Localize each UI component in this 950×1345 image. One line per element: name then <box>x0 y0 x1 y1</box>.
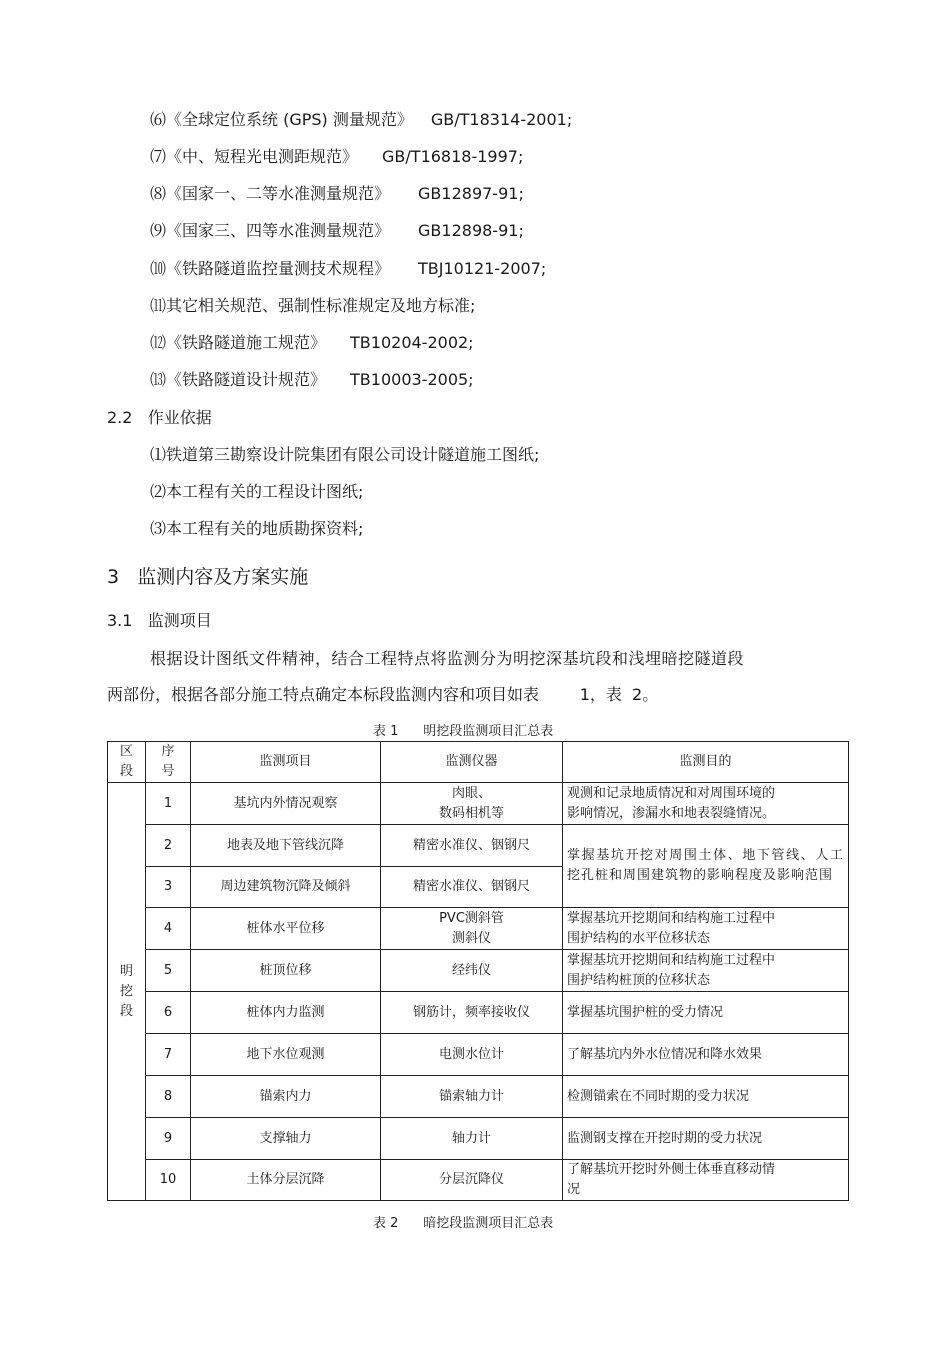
row-instrument: 精密水准仪、铟钢尺 <box>381 825 563 867</box>
row-purpose: 了解基坑内外水位情况和降水效果 <box>563 1034 849 1076</box>
row-instrument: PVC测斜管 测斜仪 <box>381 908 563 950</box>
row-number: 1 <box>146 783 191 825</box>
row-item: 基坑内外情况观察 <box>191 783 381 825</box>
standard-code: GB/T16818-1997; <box>382 147 524 166</box>
item-number: ⑺ <box>150 147 167 166</box>
standard-item <box>150 221 524 241</box>
standard-code: TB10204-2002; <box>350 333 474 352</box>
row-item: 桩体内力监测 <box>191 992 381 1034</box>
standard-code: TBJ10121-2007; <box>418 259 547 278</box>
item-number: ⒀ <box>150 370 167 389</box>
basis-item: ⑴铁道第三勘察设计院集团有限公司设计隧道施工图纸; <box>150 445 540 464</box>
standard-name: 《全球定位系统 (GPS) 测量规范》 <box>166 110 413 129</box>
standard-code: GB12898-91; <box>418 221 524 240</box>
standard-name: 《国家三、四等水准测量规范》 <box>166 221 391 240</box>
row-item: 地表及地下管线沉降 <box>191 825 381 867</box>
standard-item <box>150 110 572 130</box>
standard-name: 《铁路隧道设计规范》 <box>166 370 327 389</box>
row-purpose: 观测和记录地质情况和对周围环境的 影响情况，渗漏水和地表裂缝情况。 <box>563 783 849 825</box>
standard-name: 《铁路隧道施工规范》 <box>166 333 327 352</box>
row-item: 土体分层沉降 <box>191 1160 381 1201</box>
row-number: 3 <box>146 867 191 908</box>
item-number: ⑽ <box>150 259 167 278</box>
row-purpose: 了解基坑开挖时外侧土体垂直移动情 况 <box>563 1160 849 1201</box>
row-purpose: 掌握基坑开挖期间和结构施工过程中 围护结构的水平位移状态 <box>563 908 849 950</box>
row-purpose: 掌握基坑围护桩的受力情况 <box>563 992 849 1034</box>
table-row <box>108 1118 849 1160</box>
table-row <box>108 908 849 950</box>
section-heading-3: 3 监测内容及方案实施 <box>107 566 309 588</box>
paragraph-line: 根据设计图纸文件精神，结合工程特点将监测分为明挖深基坑段和浅埋暗挖隧道段 <box>150 649 745 668</box>
item-number: ⑾ <box>150 296 167 315</box>
standard-item <box>150 296 475 316</box>
row-number: 4 <box>146 908 191 950</box>
row-purpose: 监测钢支撑在开挖时期的受力状况 <box>563 1118 849 1160</box>
header-section: 区 段 <box>108 742 146 783</box>
standard-name: 其它相关规范、强制性标准规定及地方标准; <box>166 296 476 315</box>
row-instrument: 钢筋计，频率接收仪 <box>381 992 563 1034</box>
row-number: 9 <box>146 1118 191 1160</box>
table-row <box>108 992 849 1034</box>
row-item: 锚索内力 <box>191 1076 381 1118</box>
row-number: 2 <box>146 825 191 867</box>
standard-item <box>150 147 523 167</box>
paragraph-line: 两部份，根据各部分施工特点确定本标段监测内容和项目如表 1，表 2。 <box>107 685 659 704</box>
row-number: 5 <box>146 950 191 992</box>
item-number: ⑹ <box>150 110 167 129</box>
standard-code: GB12897-91; <box>418 184 524 203</box>
basis-item: ⑵本工程有关的工程设计图纸; <box>150 482 364 501</box>
row-instrument: 经纬仪 <box>381 950 563 992</box>
standard-name: 《国家一、二等水准测量规范》 <box>166 184 391 203</box>
row-instrument: 轴力计 <box>381 1118 563 1160</box>
header-instrument: 监测仪器 <box>381 742 563 783</box>
row-instrument: 锚索轴力计 <box>381 1076 563 1118</box>
standard-item <box>150 184 524 204</box>
row-number: 6 <box>146 992 191 1034</box>
row-instrument: 精密水准仪、铟钢尺 <box>381 867 563 908</box>
standard-item <box>150 370 474 390</box>
row-instrument: 分层沉降仪 <box>381 1160 563 1201</box>
section-label: 明 挖 段 <box>108 783 146 1201</box>
section-heading-2-2: 2.2 作业依据 <box>107 408 212 427</box>
table-row <box>108 825 849 867</box>
row-instrument: 肉眼、 数码相机等 <box>381 783 563 825</box>
standard-name: 《中、短程光电测距规范》 <box>166 147 359 166</box>
row-item: 地下水位观测 <box>191 1034 381 1076</box>
standard-code: TB10003-2005; <box>350 370 474 389</box>
row-instrument: 电测水位计 <box>381 1034 563 1076</box>
item-number: ⑻ <box>150 184 167 203</box>
header-purpose: 监测目的 <box>563 742 849 783</box>
item-number: ⑼ <box>150 221 167 240</box>
table-caption: 表 1 明挖段监测项目汇总表 <box>373 724 554 739</box>
row-number: 10 <box>146 1160 191 1201</box>
row-purpose: 掌握基坑开挖对周围土体、地下管线、人工挖孔桩和周围建筑物的影响程度及影响范围 <box>563 825 849 908</box>
row-purpose: 检测锚索在不同时期的受力状况 <box>563 1076 849 1118</box>
row-item: 周边建筑物沉降及倾斜 <box>191 867 381 908</box>
monitoring-items-table <box>107 741 849 1201</box>
standard-code: GB/T18314-2001; <box>430 110 573 129</box>
section-heading-3-1: 3.1 监测项目 <box>107 611 212 630</box>
table-row <box>108 783 849 825</box>
item-number: ⑿ <box>150 333 167 352</box>
basis-item: ⑶本工程有关的地质勘探资料; <box>150 519 364 538</box>
table-header-row <box>108 742 849 783</box>
row-item: 桩体水平位移 <box>191 908 381 950</box>
standard-name: 《铁路隧道监控量测技术规程》 <box>166 259 391 278</box>
standard-item <box>150 333 474 353</box>
row-number: 7 <box>146 1034 191 1076</box>
table-caption: 表 2 暗挖段监测项目汇总表 <box>373 1216 554 1231</box>
row-purpose: 掌握基坑开挖期间和结构施工过程中 围护结构桩顶的位移状态 <box>563 950 849 992</box>
row-item: 桩顶位移 <box>191 950 381 992</box>
row-item: 支撑轴力 <box>191 1118 381 1160</box>
table-row <box>108 1034 849 1076</box>
header-number: 序 号 <box>146 742 191 783</box>
row-number: 8 <box>146 1076 191 1118</box>
table-row <box>108 1160 849 1201</box>
table-row <box>108 950 849 992</box>
header-item: 监测项目 <box>191 742 381 783</box>
table-row <box>108 1076 849 1118</box>
standard-item <box>150 259 546 279</box>
